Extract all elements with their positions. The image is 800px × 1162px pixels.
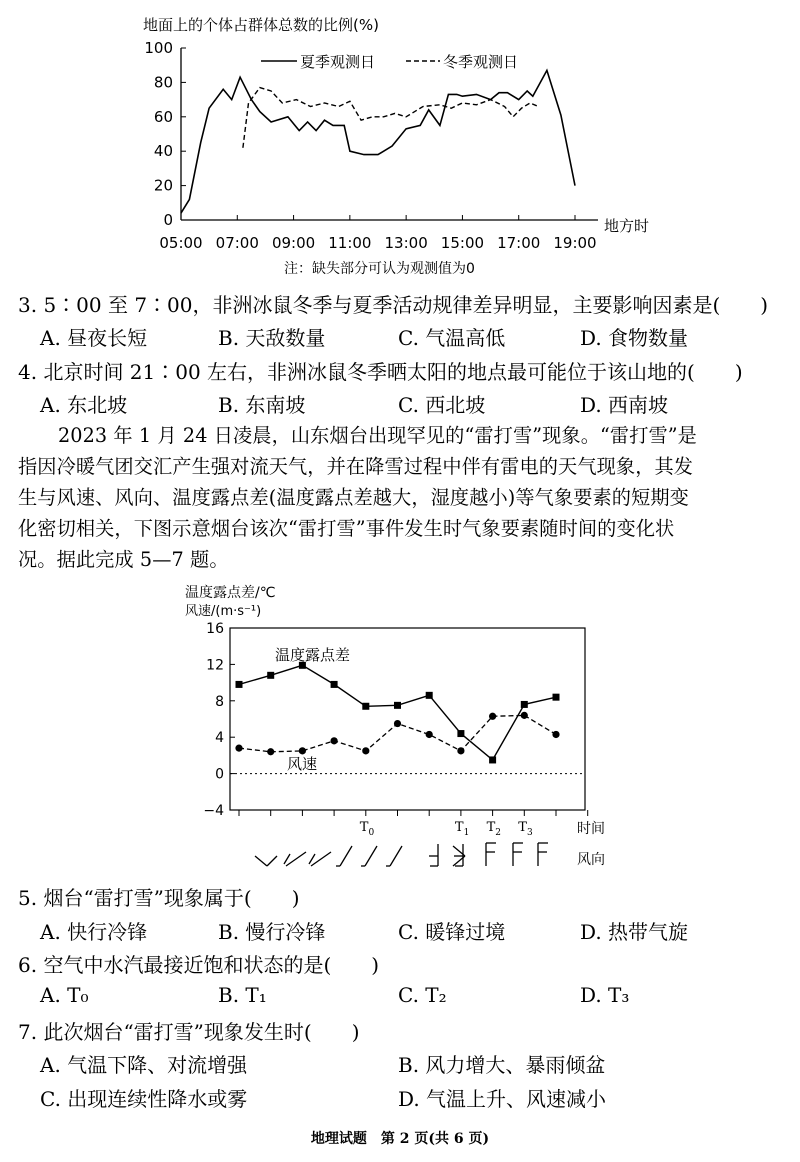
passage-line-4: 化密切相关，下图示意烟台该次“雷打雪”事件发生时气象要素随时间的变化状 [18, 517, 675, 540]
chart1-x-label: 地方时 [604, 217, 650, 235]
q5-option-b[interactable]: B. 慢行冷锋 [218, 920, 326, 944]
chart1-xtick-label: 19:00 [553, 234, 597, 252]
chart1-xtick-label: 07:00 [215, 234, 259, 252]
wind-speed-point [489, 713, 496, 720]
q6-option-a[interactable]: A. T₀ [40, 983, 89, 1007]
wind-barb [538, 843, 548, 866]
weather-elements-chart [0, 580, 800, 880]
time-marker-t1: $T_1$ [454, 820, 470, 838]
legend-winter-label: 冬季观测日 [443, 53, 519, 71]
dewpoint-diff-point [394, 702, 401, 709]
q5-option-c[interactable]: C. 暖锋过境 [398, 920, 506, 944]
wind-speed-point [552, 731, 559, 738]
chart1-ytick-label: 40 [153, 142, 173, 161]
chart1-ytick-label: 100 [144, 39, 173, 57]
chart1-xtick-label: 11:00 [328, 234, 372, 252]
activity-ratio-chart [0, 0, 800, 285]
wind-speed-point [267, 748, 274, 755]
chart2-ytick-label: 16 [206, 621, 224, 637]
wind-speed-point [426, 731, 433, 738]
q3-option-c[interactable]: C. 气温高低 [398, 326, 506, 350]
wind-speed-point [235, 745, 242, 752]
chart1-xtick-label: 15:00 [440, 234, 485, 252]
wind-speed-point [457, 747, 464, 754]
chart1-ytick-label: 80 [153, 73, 173, 92]
wind-barb [309, 852, 331, 866]
dewpoint-diff-point [267, 672, 274, 679]
dewpoint-diff-line [239, 665, 556, 760]
chart1-ytick-label: 60 [153, 107, 173, 126]
dewpoint-diff-point [236, 681, 243, 688]
wind-speed-point [394, 720, 401, 727]
chart2-ylabel-bottom: 风速/(m·s⁻¹) [185, 604, 262, 619]
dewpoint-diff-point [457, 730, 464, 737]
chart1-xtick-label: 09:00 [271, 234, 316, 252]
page-footer: 地理试题 第 2 页(共 6 页) [310, 1131, 490, 1147]
question-4-stem: 4. 北京时间 21∶00 左右，非洲冰鼠冬季晒太阳的地点最可能位于该山地的( ) [18, 360, 743, 384]
q7-option-c[interactable]: C. 出现连续性降水或雾 [40, 1087, 248, 1111]
dewpoint-diff-point [426, 692, 433, 699]
q7-option-b[interactable]: B. 风力增大、暴雨倾盆 [398, 1053, 606, 1077]
q3-option-d[interactable]: D. 食物数量 [580, 326, 689, 350]
wind-direction-label: 风向 [577, 852, 605, 868]
chart1-xtick-label: 17:00 [497, 234, 541, 252]
passage-line-3: 生与风速、风向、温度露点差(温度露点差越大，湿度越小)等气象要素的短期变 [18, 486, 689, 509]
q4-option-a[interactable]: A. 东北坡 [40, 393, 128, 417]
wind-speed-point [331, 737, 338, 744]
chart1-note: 注：缺失部分可认为观测值为0 [284, 261, 475, 277]
q4-option-d[interactable]: D. 西南坡 [580, 393, 669, 417]
chart2-ytick-label: 0 [215, 766, 224, 783]
legend-summer-label: 夏季观测日 [300, 53, 376, 71]
wind-barb [486, 843, 496, 866]
chart2-ylabel-top: 温度露点差/℃ [185, 585, 276, 601]
dewpoint-diff-point [331, 681, 338, 688]
chart2-x-label: 时间 [577, 821, 605, 837]
dewpoint-series-label: 温度露点差 [275, 646, 351, 664]
time-marker-t0: $T_0$ [359, 820, 375, 838]
q4-option-c[interactable]: C. 西北坡 [398, 393, 486, 417]
question-6-stem: 6. 空气中水汽最接近饱和状态的是( ) [18, 953, 380, 977]
question-7-stem: 7. 此次烟台“雷打雪”现象发生时( ) [18, 1020, 360, 1044]
q7-option-d[interactable]: D. 气温上升、风速减小 [398, 1087, 607, 1111]
passage-line-2: 指因冷暖气团交汇产生强对流天气，并在降雪过程中伴有雷电的天气现象，其发 [18, 455, 694, 478]
q4-option-b[interactable]: B. 东南坡 [218, 393, 306, 417]
wind-speed-point [299, 747, 306, 754]
chart1-xtick-label: 05:00 [159, 234, 203, 252]
wind-speed-point [362, 747, 369, 754]
question-3-stem: 3. 5∶00 至 7∶00，非洲冰鼠冬季与夏季活动规律差异明显，主要影响因素是( ) [18, 293, 769, 317]
windspeed-series-label: 风速 [287, 755, 318, 773]
chart1-title: 地面上的个体占群体总数的比例(%) [143, 16, 379, 34]
wind-barb [255, 856, 277, 866]
chart1-ytick-label: 0 [163, 211, 173, 229]
time-marker-t3: $T_3$ [518, 820, 533, 838]
passage-line-5: 况。据此完成 5—7 题。 [18, 548, 229, 571]
wind-barb [336, 846, 352, 866]
wind-direction-symbols [255, 843, 548, 866]
chart2-ytick-label: 4 [215, 730, 224, 747]
wind-speed-point [521, 712, 528, 719]
summer-series-line [181, 70, 575, 213]
q6-option-b[interactable]: B. T₁ [218, 983, 267, 1007]
dewpoint-diff-point [521, 701, 528, 708]
chart2-ytick-label: −4 [203, 803, 224, 819]
wind-barb [513, 843, 523, 866]
dewpoint-diff-point [553, 694, 560, 701]
passage-line-1: 2023 年 1 月 24 日凌晨，山东烟台出现罕见的“雷打雪”现象。“雷打雪”是 [58, 424, 697, 447]
chart1-xtick-label: 13:00 [384, 234, 428, 252]
q3-option-b[interactable]: B. 天敌数量 [218, 326, 326, 350]
dewpoint-diff-point [489, 756, 496, 763]
q3-option-a[interactable]: A. 昼夜长短 [40, 326, 148, 350]
wind-barb [429, 844, 438, 866]
chart1-ytick-label: 20 [153, 176, 173, 195]
question-5-stem: 5. 烟台“雷打雪”现象属于( ) [18, 886, 300, 910]
chart2-ytick-label: 8 [215, 693, 224, 710]
dewpoint-diff-point [362, 703, 369, 710]
time-marker-t2: $T_2$ [486, 820, 502, 838]
chart2-ytick-label: 12 [206, 657, 224, 674]
wind-barb [361, 846, 377, 866]
wind-barb [386, 846, 402, 866]
q6-option-d[interactable]: D. T₃ [580, 983, 630, 1007]
q6-option-c[interactable]: C. T₂ [398, 983, 447, 1007]
q5-option-a[interactable]: A. 快行冷锋 [40, 920, 148, 944]
q7-option-a[interactable]: A. 气温下降、对流增强 [40, 1053, 248, 1077]
wind-barb [284, 852, 306, 866]
q5-option-d[interactable]: D. 热带气旋 [580, 920, 689, 944]
